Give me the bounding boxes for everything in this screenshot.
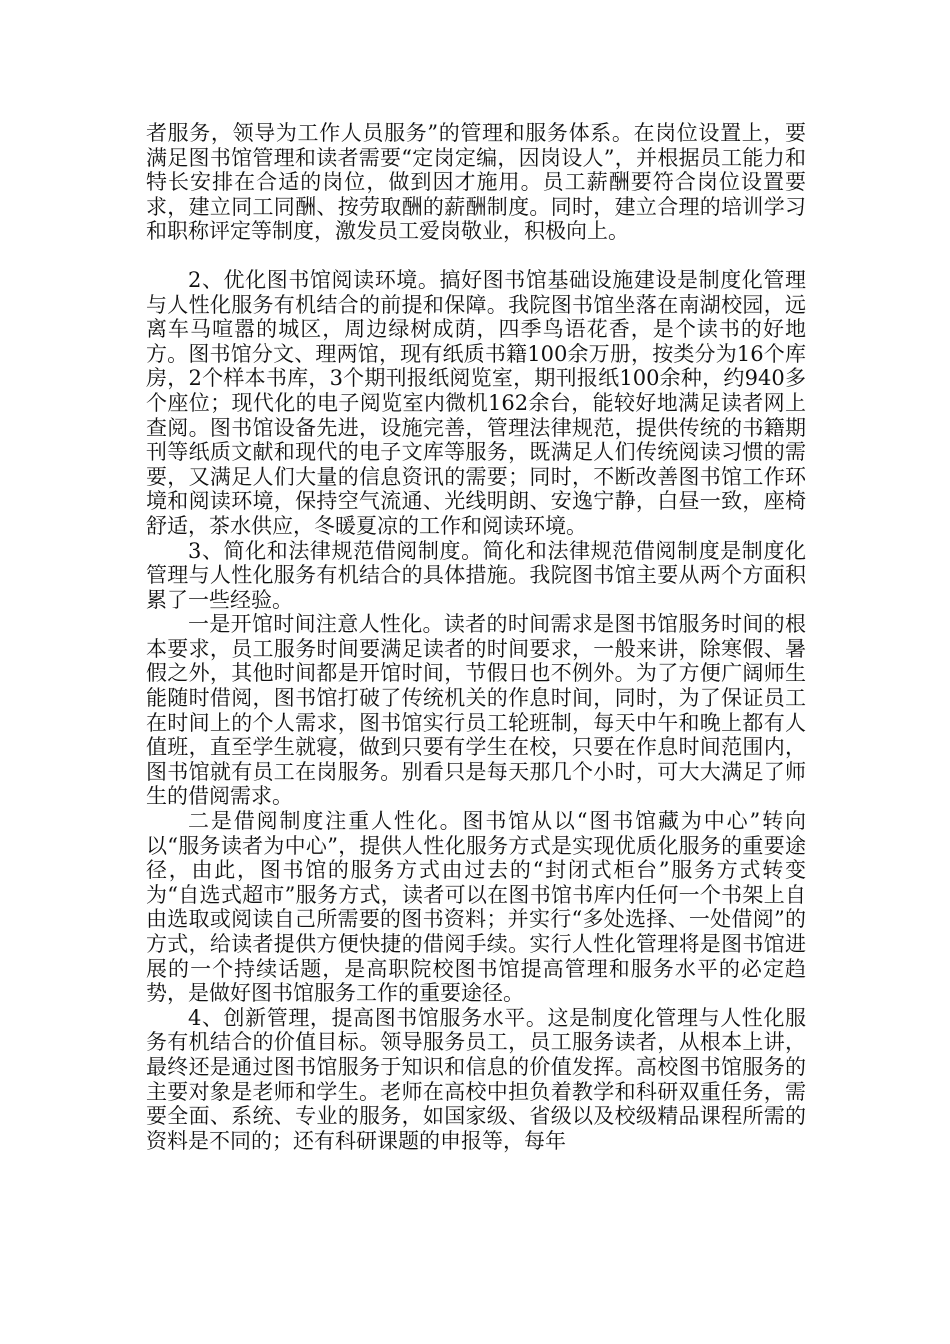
paragraph-reading-environment: 2、优化图书馆阅读环境。搞好图书馆基础设施建设是制度化管理与人性化服务有机结合的前提和保障。我院图书馆坐落在南湖校园，远离车马喧嚣的城区，周边绿树成荫，四季鸟语花香，是个读书的好地方。图书馆分文、理两馆，现有纸质书籍100余万册，按类分为16个库房，2个样本书库，3个期刊报纸阅览室，期刊报纸100余种，约940多个座位；现代化的电子阅览室内微机162余台，能较好地满足读者网上查阅。图书馆设备先进，设施完善，管理法律规范，提供传统的书籍期刊等纸质文献和现代的电子文库等服务，既满足人们传统阅读习惯的需要，又满足人们大量的信息资讯的需要；同时，不断改善图书馆工作环境和阅读环境，保持空气流通、光线明朗、安逸宁静，白昼一致，座椅舒适，茶水供应，冬暖夏凉的工作和阅读环境。 (146, 267, 806, 538)
paragraph-borrowing-humanized: 二是借阅制度注重人性化。图书馆从以“图书馆藏为中心”转向以“服务读者为中心”，提供人性化服务方式是实现优质化服务的重要途径，由此，图书馆的服务方式由过去的“封闭式柜台”服务方式转变为“自选式超市”服务方式，读者可以在图书馆书库内任何一个书架上自由选取或阅读自己所需要的图书资料；并实行“多处选择、一处借阅”的方式，给读者提供方便快捷的借阅手续。实行人性化管理将是图书馆进展的一个持续话题，是高职院校图书馆提高管理和服务水平的必定趋势，是做好图书馆服务工作的重要途径。 (146, 809, 806, 1006)
paragraph-opening-hours: 一是开馆时间注意人性化。读者的时间需求是图书馆服务时间的根本要求，员工服务时间要满足读者的时间要求，一般来讲，除寒假、暑假之外，其他时间都是开馆时间，节假日也不例外。为了方便广阔师生能随时借阅，图书馆打破了传统机关的作息时间，同时，为了保证员工在时间上的个人需求，图书馆实行员工轮班制，每天中午和晚上都有人值班，直至学生就寝，做到只要有学生在校，只要在作息时间范围内，图书馆就有员工在岗服务。别看只是每天那几个小时，可大大满足了师生的借阅需求。 (146, 612, 806, 809)
paragraph-borrowing-rules: 3、简化和法律规范借阅制度。简化和法律规范借阅制度是制度化管理与人性化服务有机结合的具体措施。我院图书馆主要从两个方面积累了一些经验。 (146, 538, 806, 612)
paragraph-gap (146, 244, 806, 268)
paragraph-innovation-management: 4、创新管理，提高图书馆服务水平。这是制度化管理与人性化服务有机结合的价值目标。领导服务员工，员工服务读者，从根本上讲，最终还是通过图书馆服务于知识和信息的价值发挥。高校图书馆服务的主要对象是老师和学生。老师在高校中担负着教学和科研双重任务，需要全面、系统、专业的服务，如国家级、省级以及校级精品课程所需的资料是不同的；还有科研课题的申报等，每年 (146, 1005, 806, 1153)
paragraph-staff-system: 者服务，领导为工作人员服务”的管理和服务体系。在岗位设置上，要满足图书馆管理和读者需要“定岗定编，因岗设人”，并根据员工能力和特长安排在合适的岗位，做到因才施用。员工薪酬要符合岗位设置要求，建立同工同酬、按劳取酬的薪酬制度。同时，建立合理的培训学习和职称评定等制度，激发员工爱岗敬业，积极向上。 (146, 121, 806, 244)
document-page (146, 121, 806, 1153)
